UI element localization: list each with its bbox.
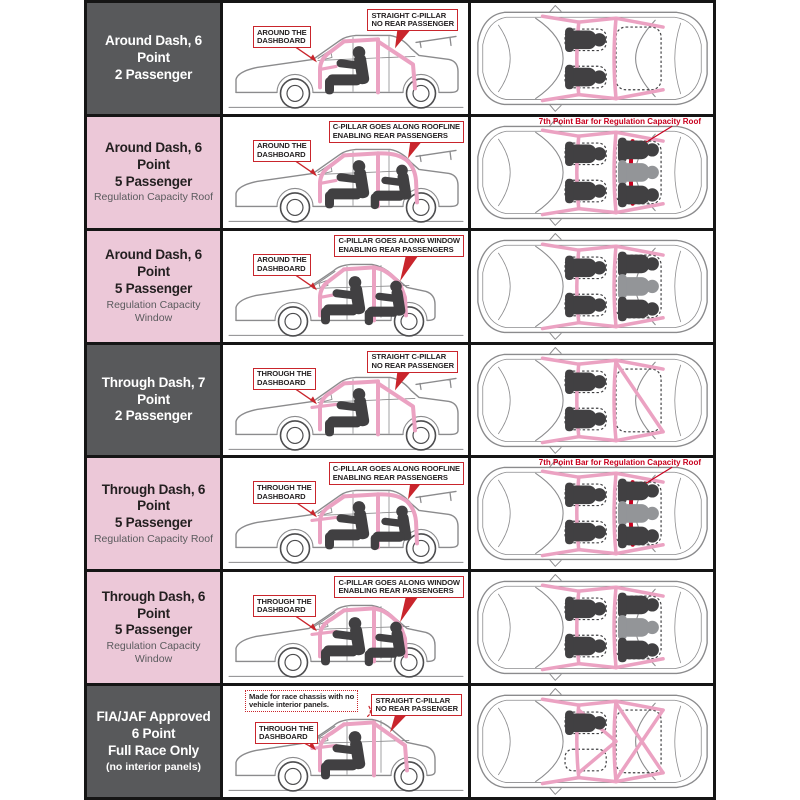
table-row: [87, 458, 713, 569]
config-label: [87, 572, 220, 683]
passenger-figure: [325, 160, 370, 208]
c-pillar-callout: [334, 235, 464, 257]
config-subtitle: (no interior panels): [105, 760, 202, 773]
table-row: [87, 3, 713, 114]
table-row: [87, 686, 713, 797]
side-view-diagram: [223, 117, 468, 228]
config-label: [87, 345, 220, 456]
callout-line: C-PILLAR GOES ALONG ROOFLINE: [332, 463, 460, 473]
config-title: [90, 247, 217, 297]
car-top-view: [471, 345, 713, 456]
top-view-diagram: [471, 686, 713, 797]
side-view-diagram: [223, 572, 468, 683]
config-subtitle: Regulation Capacity Window: [106, 640, 201, 666]
config-title: [90, 589, 217, 639]
car-top-view: [471, 117, 713, 228]
c-pillar-callout: [329, 462, 464, 484]
callout-line: C-PILLAR GOES ALONG WINDOW: [338, 577, 460, 587]
dashboard-callout: [255, 722, 318, 744]
side-view-diagram: [223, 458, 468, 569]
callout-line: STRAIGHT C-PILLAR: [375, 695, 451, 705]
seventh-point-bar-label: 7th Point Bar for Regulation Capacity Roof: [538, 458, 701, 468]
callout-line: ENABLING REAR PASSENGERS: [332, 472, 448, 482]
table-row: [87, 231, 713, 342]
top-view-diagram: [471, 3, 713, 114]
top-view-diagram: [471, 572, 713, 683]
config-title-line: Full Race Only: [108, 742, 199, 758]
callout-line: Made for race chassis with no: [249, 691, 355, 701]
config-title: [96, 709, 210, 759]
config-subtitle: Regulation Capacity Roof: [93, 191, 214, 204]
passenger-figure: [325, 46, 370, 94]
config-title-line: Around Dash, 6 Point: [105, 247, 202, 280]
callout-line: DASHBOARD: [257, 36, 306, 46]
callout-line: ENABLING REAR PASSENGERS: [332, 130, 448, 140]
callout-line: AROUND THE: [257, 27, 307, 37]
side-view-diagram: [223, 231, 468, 342]
callout-line: NO REAR PASSENGER: [375, 704, 458, 714]
car-top-view: [471, 231, 713, 342]
callout-line: DASHBOARD: [257, 377, 306, 387]
table-row: [87, 572, 713, 683]
config-label: [87, 458, 220, 569]
config-title-line: 2 Passenger: [114, 66, 193, 82]
config-title-line: 5 Passenger: [114, 622, 193, 638]
dashboard-callout: [253, 254, 311, 276]
config-title-line: 5 Passenger: [114, 280, 193, 296]
callout-line: DASHBOARD: [257, 263, 306, 273]
config-title-line: Through Dash, 6 Point: [101, 588, 206, 621]
race-chassis-note: [245, 690, 358, 712]
callout-line: AROUND THE: [257, 255, 307, 265]
top-view-diagram: [471, 458, 713, 569]
passenger-figure: [325, 388, 370, 436]
config-title-line: Around Dash, 6 Point: [105, 33, 202, 66]
c-pillar-callout: [334, 576, 464, 598]
config-title: [90, 33, 217, 83]
callout-line: THROUGH THE: [259, 723, 314, 733]
dashboard-callout: [253, 140, 311, 162]
config-label: [87, 3, 220, 114]
config-title: [90, 375, 217, 425]
c-pillar-callout: [367, 9, 458, 31]
config-title-line: Around Dash, 6 Point: [105, 140, 202, 172]
config-label: [87, 686, 220, 797]
callout-line: STRAIGHT C-PILLAR: [371, 352, 447, 362]
car-top-view: [471, 686, 713, 797]
dashboard-callout: [253, 368, 316, 390]
seventh-point-bar-label: 7th Point Bar for Regulation Capacity Roof: [538, 116, 701, 126]
top-view-diagram: [471, 345, 713, 456]
callout-line: THROUGH THE: [257, 596, 312, 606]
car-top-view: [471, 572, 713, 683]
table-row: [87, 345, 713, 456]
c-pillar-callout: [329, 121, 464, 143]
top-view-diagram: [471, 117, 713, 228]
config-title-line: 5 Passenger: [114, 173, 193, 189]
callout-line: THROUGH THE: [257, 482, 312, 492]
configuration-table: [84, 0, 716, 800]
callout-line: DASHBOARD: [259, 732, 308, 742]
top-view-diagram: [471, 231, 713, 342]
config-title: [90, 482, 217, 532]
config-title-line: Through Dash, 6 Point: [101, 481, 206, 514]
callout-line: ENABLING REAR PASSENGERS: [338, 586, 454, 596]
callout-line: DASHBOARD: [257, 605, 306, 615]
c-pillar-callout: [367, 351, 458, 373]
config-title-line: FIA/JAF Approved: [96, 709, 211, 725]
car-top-view: [471, 3, 713, 114]
passenger-figure: [325, 502, 370, 550]
side-view-diagram: [223, 3, 468, 114]
side-view-diagram: [223, 345, 468, 456]
dashboard-callout: [253, 595, 316, 617]
callout-line: NO REAR PASSENGER: [371, 360, 454, 370]
car-top-view: [471, 458, 713, 569]
config-subtitle: Regulation Capacity Roof: [93, 532, 214, 545]
config-title-line: Through Dash, 7 Point: [101, 374, 206, 407]
callout-line: NO REAR PASSENGER: [371, 19, 454, 29]
config-title-line: 6 Point: [131, 726, 176, 742]
c-pillar-callout: [371, 694, 462, 716]
config-title: [90, 140, 217, 190]
config-label: [87, 117, 220, 228]
dashboard-callout: [253, 26, 311, 48]
callout-line: DASHBOARD: [257, 149, 306, 159]
callout-line: C-PILLAR GOES ALONG ROOFLINE: [332, 122, 460, 132]
config-label: [87, 231, 220, 342]
callout-line: THROUGH THE: [257, 369, 312, 379]
config-title-line: 2 Passenger: [114, 408, 193, 424]
callout-line: AROUND THE: [257, 141, 307, 151]
table-row: [87, 117, 713, 228]
side-view-diagram: [223, 686, 468, 797]
callout-line: C-PILLAR GOES ALONG WINDOW: [338, 236, 460, 246]
callout-line: vehicle interior panels.: [249, 700, 329, 710]
callout-line: ENABLING REAR PASSENGERS: [338, 244, 454, 254]
config-subtitle: Regulation Capacity Window: [106, 298, 201, 324]
config-title-line: 5 Passenger: [114, 515, 193, 531]
callout-line: DASHBOARD: [257, 491, 306, 501]
dashboard-callout: [253, 481, 316, 503]
callout-line: STRAIGHT C-PILLAR: [371, 10, 447, 20]
